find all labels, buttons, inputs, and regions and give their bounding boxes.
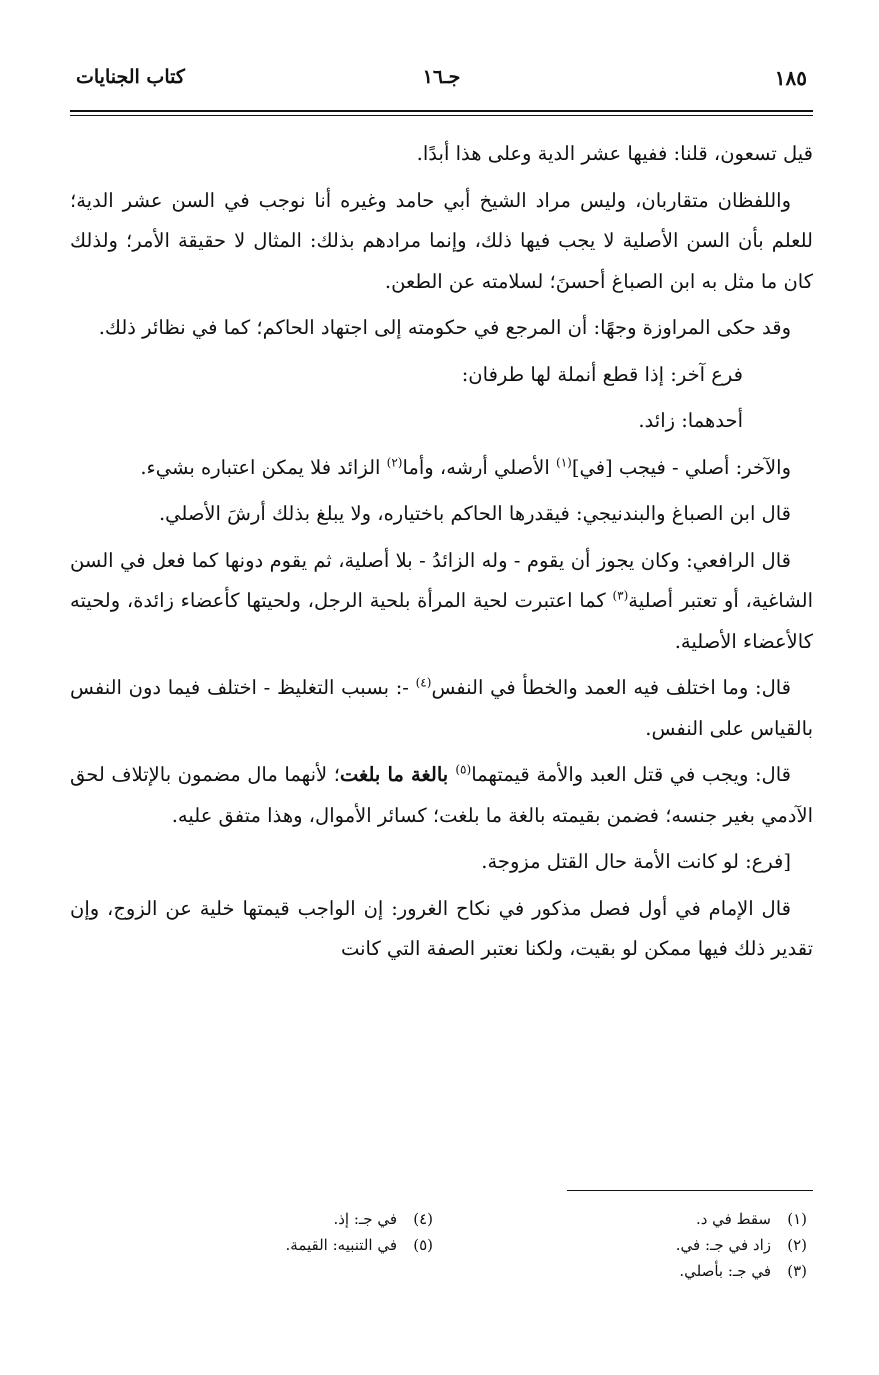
footnote-ref-2: (٢) (386, 455, 403, 469)
paragraph-8-part-a: قال الرافعي: وكان يجوز أن يقوم - وله الزائدُ - بلا أصلية، ثم يقوم دونها كما فعل في السن الشاغية، أو تعتبر أصلية (70, 548, 814, 612)
paragraph-10-part-a: قال: ويجب في قتل العبد والأمة قيمتهما (471, 763, 791, 786)
footnote-number: (٥) (413, 1236, 433, 1254)
header-rule-thick (70, 110, 813, 112)
paragraph-6-part-a: والآخر: أصلي - فيجب [في] (571, 455, 791, 479)
footnote-number: (١) (787, 1210, 807, 1228)
footnote-1 (676, 1206, 807, 1232)
paragraph-7: قال ابن الصباغ والبندنيجي: فيقدرها الحاكم باختياره، ولا يبلغ بذلك أرشَ الأصلي. (158, 502, 791, 525)
book-title: كتاب الجنايات (76, 66, 185, 88)
paragraph-3: وقد حكى المراوزة وجهًا: أن المرجع في حكومته إلى اجتهاد الحاكم؛ كما في نظائر ذلك. (98, 316, 791, 339)
footnote-number: (٤) (413, 1210, 433, 1228)
footnote-5 (286, 1232, 433, 1258)
paragraph-12: قال الإمام في أول فصل مذكور في نكاح الغرور: إن الواجب قيمتها خلية عن الزوج، وإن تقدير ذلك فيها ممكن لو بقيت، ولكنا نعتبر الصفة التي كانت (70, 896, 813, 960)
paragraph-6-part-c: الزائد فلا يمكن اعتباره بشيء. (140, 455, 387, 479)
volume-label: جـ١٦ (422, 66, 461, 88)
paragraph-9-part-a: قال: وما اختلف فيه العمد والخطأ في النفس (431, 676, 791, 699)
paragraph-8 (70, 541, 813, 663)
paragraph-10-bold: بالغة ما بلغت (339, 763, 456, 786)
footnotes-column-right (676, 1206, 807, 1284)
paragraph-6 (70, 448, 813, 489)
book-page (70, 0, 813, 1375)
paragraph-11: [فرع: لو كانت الأمة حال القتل مزوجة. (481, 850, 791, 873)
page-number: ١٨٥ (774, 66, 807, 90)
header-rule-thin (70, 115, 813, 116)
footnotes-column-left (286, 1206, 433, 1258)
paragraph-1: قيل تسعون، قلنا: ففيها عشر الدية وعلى هذا أبدًا. (416, 142, 813, 165)
paragraph-10 (70, 755, 813, 836)
footnote-ref-4: (٤) (415, 675, 432, 690)
paragraph-9 (70, 668, 813, 749)
paragraph-2: واللفظان متقاربان، وليس مراد الشيخ أبي حامد وغيره أنا نوجب في السن عشر الدية؛ للعلم بأن السن الأصلية لا يجب فيها ذلك، وإنما مرادهم بذلك: المثال لا حقيقة الأمر؛ ولذلك كان ما مثل به ابن الصباغ أحسنَ؛ لسلامته عن الطعن. (70, 188, 813, 293)
main-text (70, 134, 813, 976)
footnote-separator (567, 1190, 813, 1191)
footnote-text: في جـ: بأصلي. (679, 1262, 771, 1280)
footnote-text: سقط في د. (695, 1210, 771, 1228)
footnote-text: في التنبيه: القيمة. (285, 1236, 397, 1254)
footnote-ref-3: (٣) (612, 588, 629, 603)
paragraph-8-part-b: كما اعتبرت لحية المرأة بلحية الرجل، ولحيتها كأعضاء زائدة، ولحيته كالأعضاء الأصلية. (70, 589, 813, 653)
paragraph-10-part-b: ؛ لأنهما مال مضمون بالإتلاف لحق الآدمي بغير جنسه؛ فضمن بقيمته بالغة ما بلغت؛ كسائر الأموال، وهذا متفق عليه. (70, 763, 813, 827)
footnote-3 (676, 1258, 807, 1284)
paragraph-9-part-b: -: بسبب التغليظ - اختلف فيما دون النفس بالقياس على النفس. (70, 676, 813, 740)
footnote-4 (286, 1206, 433, 1232)
paragraph-5: أحدهما: زائد. (638, 409, 743, 432)
footnote-2 (676, 1232, 807, 1258)
running-header (70, 66, 813, 106)
footnote-text: في جـ: إذ. (333, 1210, 397, 1228)
footnote-number: (٢) (787, 1236, 807, 1254)
footnote-ref-1: (١) (556, 455, 572, 469)
footnote-text: زاد في جـ: في. (675, 1236, 771, 1254)
footnote-number: (٣) (787, 1262, 807, 1280)
paragraph-6-part-b: الأصلي أرشه، وأما (402, 455, 557, 479)
footnote-ref-5: (٥) (455, 762, 472, 777)
paragraph-4: فرع آخر: إذا قطع أنملة لها طرفان: (461, 362, 743, 386)
